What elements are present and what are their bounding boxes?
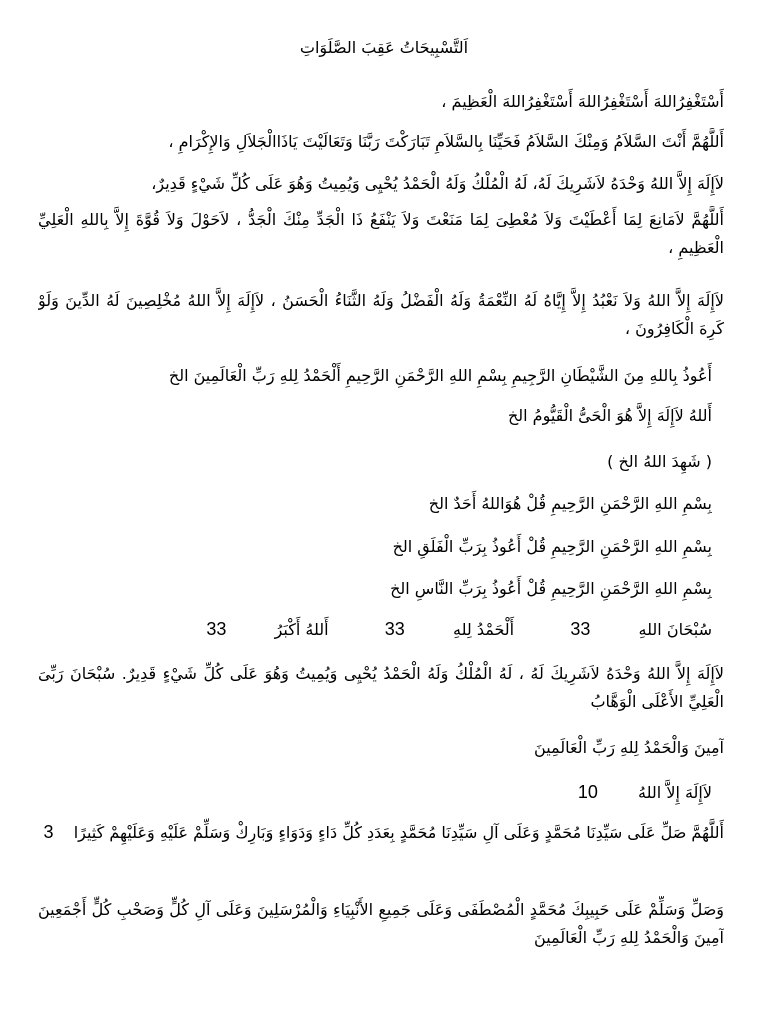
ayat-kursi-line: أَللهُ لاَإِلَهَ إِلاَّ هُوَ الْحَىُّ الْقَيُّومُ الخ [507,406,712,425]
closing-paragraph: وَصَلِّ وَسَلِّمْ عَلَى حَبِيبِكَ مُحَمَّدٍ الْمُصْطَفَى وَعَلَى جَمِيعِ الأَنْبِيَاءِ وَالْمُرْسَلِينَ وَعَلَى آلِ كُلٍّ وَصَحْبِ كُلٍّ أَجْمَعِينَ آمِينَ وَالْحَمْدُ لِلهِ رَبِّ الْعَالَمِينَ [38,900,724,947]
falaq-line: بِسْمِ اللهِ الرَّحْمَنِ الرَّحِيمِ قُلْ أَعُوذُ بِرَبِّ الْفَلَقِ الخ [392,537,712,556]
tahlil-ten-line [38,778,712,807]
salawat-paragraph [38,818,724,880]
ikhlas-line: بِسْمِ اللهِ الرَّحْمَنِ الرَّحِيمِ قُلْ هُوَاللهُ أَحَدٌ الخ [428,494,712,513]
tasbih-count-3: 33 [206,619,227,639]
tahlil-wahhab-paragraph: لاَإِلَهَ إِلاَّ اللهُ وَحْدَهُ لاَشَرِيكَ لَهُ ، لَهُ الْمُلْكُ وَلَهُ الْحَمْدُ يُحْيِى وَيُمِيتُ وَهُوَ عَلَى كُلِّ شَيْءٍ قَدِيرٌ. سُبْحَانَ رَبِّىَ الْعَلِيِّ الأَعْلَى الْوَهَّابُ [38,664,724,711]
tahlil-ten-count: 10 [577,782,598,802]
shahida-line: ( شَهِدَ اللهُ الخ ) [607,452,712,471]
tasbih-row [206,615,712,644]
tasbih-count-1: 33 [570,619,591,639]
istighfar-line: أَسْتَغْفِرُاللهَ أَسْتَغْفِرُاللهَ أَسْتَغْفِرُاللهَ الْعَظِيمَ ، [441,92,724,111]
tahlil-line: لاَإِلَهَ إِلاَّ اللهُ وَحْدَهُ لاَشَرِيكَ لَهُ، لَهُ الْمُلْكُ وَلَهُ الْحَمْدُ يُحْيِى وَيُمِيتُ وَهُوَ عَلَى كُلِّ شَيْءٍ قَدِيرٌ، [151,174,724,193]
tahlil-ten-text: لاَإِلَهَ إِلاَّ اللهُ [638,783,712,802]
page-title: اَلتَّسْبِيحَاتُ عَقِبَ الصَّلَوَاتِ [299,38,469,57]
istiadha-fatiha-line: أَعُوذُ بِاللهِ مِنَ الشَّيْطَانِ الرَّجِيمِ بِسْمِ اللهِ الرَّحْمَنِ الرَّحِيمِ أَلْحَمْدُ لِلهِ رَبِّ الْعَالَمِينَ الخ [168,366,712,385]
dua-mani-paragraph: أَللَّهُمَّ لاَمَانِعَ لِمَا أَعْطَيْتَ وَلاَ مُعْطِىَ لِمَا مَنَعْتَ وَلاَ يَنْفَعُ ذَا الْجَدِّ مِنْكَ الْجَدُّ ، لاَحَوْلَ وَلاَ قُوَّةَ إِلاَّ بِاللهِ الْعَلِيِّ الْعَظِيمِ ، [38,210,724,257]
tasbih-count-2: 33 [384,619,405,639]
tasbih-text-2: أَلْحَمْدُ لِلهِ [452,620,515,639]
nas-line: بِسْمِ اللهِ الرَّحْمَنِ الرَّحِيمِ قُلْ أَعُوذُ بِرَبِّ النَّاسِ الخ [390,579,712,598]
salawat-text: أَللَّهُمَّ صَلِّ عَلَى سَيِّدِنَا مُحَمَّدٍ وَعَلَى آلِ سَيِّدِنَا مُحَمَّدٍ بِعَدَدِ كُلِّ دَاءٍ وَدَوَاءٍ وَبَارِكْ وَسَلِّمْ عَلَيْهِ وَعَلَيْهِمْ كَثِيرًا [73,823,724,842]
amin-line: آمِينَ وَالْحَمْدُ لِلهِ رَبِّ الْعَالَمِينَ [534,738,724,757]
tahlil-ikhlas-paragraph: لاَإِلَهَ إِلاَّ اللهُ وَلاَ نَعْبُدُ إِلاَّ إِيَّاهُ لَهُ النِّعْمَةُ وَلَهُ الْفَضْلُ وَلَهُ الثَّنَاءُ الْحَسَنُ ، لاَإِلَهَ إِلاَّ اللهُ مُخْلِصِينَ لَهُ الدِّينَ وَلَوْ كَرِهَ الْكَافِرُونَ ، [38,291,724,338]
salawat-count: 3 [43,822,54,842]
dua-salam-line: أَللَّهُمَّ أَنْتَ السَّلاَمُ وَمِنْكَ السَّلاَمُ فَحَيِّنَا بِالسَّلاَمِ تَبَارَكْتَ رَبَّنَا وَتَعَالَيْتَ يَاذَاالْجَلاَلِ وَالإِكْرَامِ ، [168,132,724,151]
tasbih-text-1: سُبْحَانَ اللهِ [638,620,712,639]
tasbih-text-3: أَللهُ أَكْبَرُ [274,620,329,639]
